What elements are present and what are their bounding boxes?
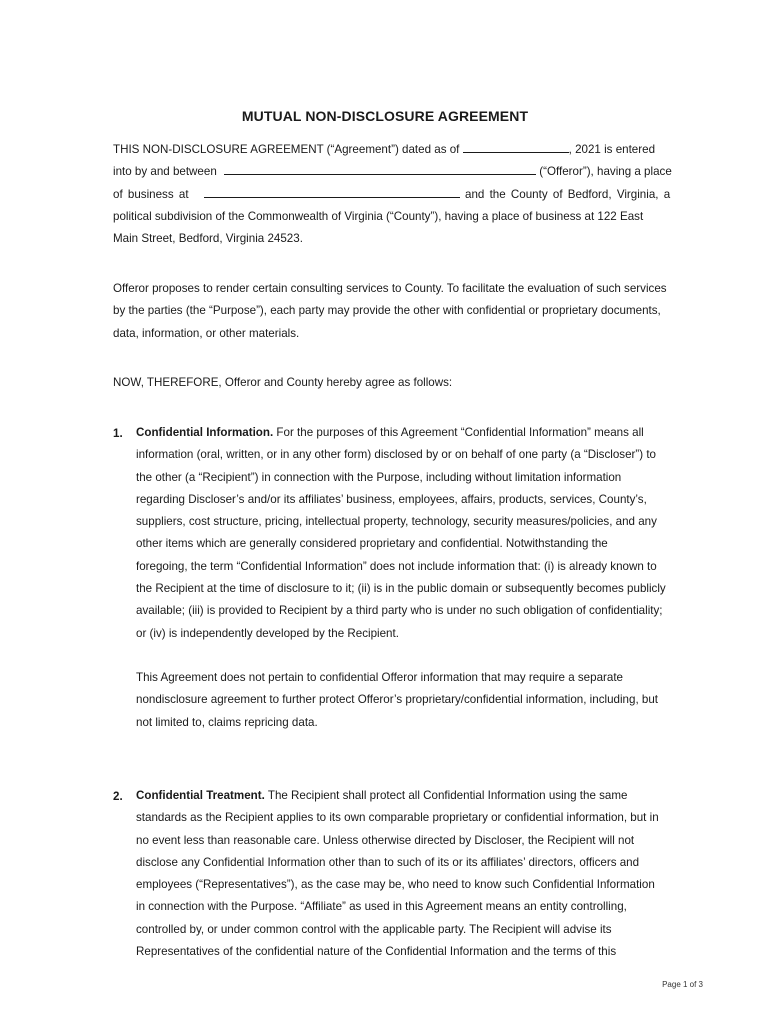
section1-number: 1. <box>113 427 123 440</box>
section1-line0: For the purposes of this Agreement “Confidential Information” means all <box>276 426 644 439</box>
intro-line3-a: of business at <box>113 187 189 201</box>
section1-line3: regarding Discloser’s and/or its affiliates’ business, employees, affairs, products, services, County’s, <box>136 492 647 506</box>
business-address-blank <box>204 185 460 198</box>
party-name-blank <box>224 162 536 175</box>
date-blank <box>463 140 569 153</box>
section1-line9: or (iv) is independently developed by the Recipient. <box>136 626 399 640</box>
intro-line5: Main Street, Bedford, Virginia 24523. <box>113 232 303 246</box>
section1-para2-line2: not limited to, claims repricing data. <box>136 715 318 729</box>
intro-line2-a: into by and between <box>113 165 217 179</box>
section2-line7: Representatives of the confidential nature of the Confidential Information and the terms of this <box>136 945 617 959</box>
section2-line6: controlled by, or under common control with the applicable party. The Recipient will advise its <box>136 922 612 936</box>
section1-body <box>136 422 706 645</box>
intro-line4: political subdivision of the Commonwealth of Virginia (“County”), having a place of business at 122 East <box>113 209 644 223</box>
section2-line2: no event less than reasonable care. Unless otherwise directed by Discloser, the Recipient will not <box>136 833 635 847</box>
section1-line1: information (oral, written, or in any other form) disclosed by or on behalf of one party (a “Discloser”) to <box>136 448 657 462</box>
intro-line3-b: and the County of Bedford, Virginia, a <box>465 187 671 201</box>
section1-line4: suppliers, cost structure, pricing, intellectual property, technology, security measures/policies, and any <box>136 515 657 529</box>
intro-line1-a: THIS NON-DISCLOSURE AGREEMENT (“Agreement”) dated as of <box>113 143 460 156</box>
now-therefore-paragraph <box>113 372 691 394</box>
section1-line7: the Recipient at the time of disclosure to it; (ii) is in the public domain or subsequently becomes publicly <box>136 582 666 596</box>
section1-line6: foregoing, the term “Confidential Information” does not include information that: (i) is already known to <box>136 559 657 573</box>
now-therefore-text: NOW, THEREFORE, Offeror and County hereby agree as follows: <box>113 376 453 389</box>
section1-para2-line0: This Agreement does not pertain to confidential Offeror information that may require a separate <box>136 671 623 684</box>
section2-heading: Confidential Treatment. <box>136 789 265 802</box>
purpose-line1: Offeror proposes to render certain consulting services to County. To facilitate the evaluation of such services <box>113 282 667 295</box>
section2-line1: standards as the Recipient applies to its own comparable proprietary or confidential information, but in <box>136 811 659 825</box>
section1-para2-line1: nondisclosure agreement to further protect Offeror’s proprietary/confidential information, including, but <box>136 693 659 707</box>
page-number: Page 1 of 3 <box>662 980 703 989</box>
document-title: MUTUAL NON-DISCLOSURE AGREEMENT <box>241 108 529 124</box>
section1-line8: available; (iii) is provided to Recipient by a third party who is under no such obligation of confidentiality; <box>136 604 663 618</box>
section1-line5: other items which are generally considered proprietary and confidential. Notwithstanding the <box>136 537 608 551</box>
section2-number: 2. <box>113 790 123 803</box>
intro-paragraph <box>113 139 691 250</box>
section2-line3: disclose any Confidential Information other than to such of its or its affiliates’ directors, officers and <box>136 855 640 869</box>
section1-heading: Confidential Information. <box>136 426 274 439</box>
section2-line0: The Recipient shall protect all Confidential Information using the same <box>267 789 628 802</box>
section1-paragraph2 <box>136 667 706 734</box>
purpose-line3: data, information, or other materials. <box>113 326 300 340</box>
intro-line1-b: , 2021 is entered <box>568 143 656 156</box>
intro-line2-b: (“Offeror”), having a place <box>539 165 672 179</box>
section2-body <box>136 785 706 963</box>
purpose-paragraph <box>113 278 705 345</box>
section2-line4: employees (“Representatives”), as the case may be, who need to know such Confidential Information <box>136 878 655 892</box>
purpose-line2: by the parties (the “Purpose”), each party may provide the other with confidential or proprietary documents, <box>113 304 661 318</box>
section1-line2: the other (a “Recipient”) in connection with the Purpose, including without limitation information <box>136 470 622 484</box>
section2-line5: in connection with the Purpose. “Affiliate” as used in this Agreement means an entity controlling, <box>136 900 627 914</box>
